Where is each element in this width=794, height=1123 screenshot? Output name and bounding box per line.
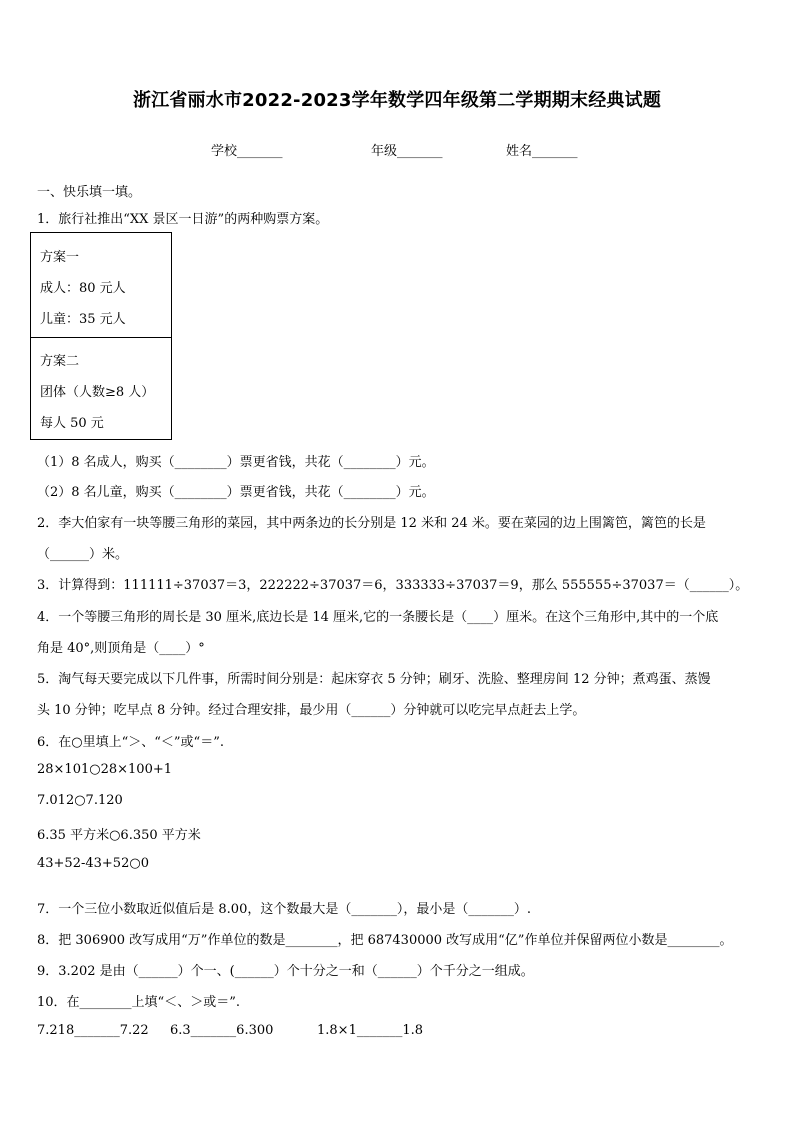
question-10-item-2: 6.3_______6.300 <box>170 1023 274 1038</box>
question-1-sub2: （2）8 名儿童，购买（________）票更省钱，共花（________）元。 <box>37 485 435 500</box>
page-title: 浙江省丽水市2022-2023学年数学四年级第二学期期末经典试题 <box>132 90 662 111</box>
question-2-line1: 2．李大伯家有一块等腰三角形的菜园，其中两条边的长分别是 12 米和 24 米。要在菜园的边上围篱笆，篱笆的长是 <box>37 516 706 531</box>
question-8: 8．把 306900 改写成用“万”作单位的数是________，把 687430000 改写成用“亿”作单位并保留两位小数是________。 <box>37 933 733 948</box>
question-2-line2: （______）米。 <box>37 547 129 562</box>
name-field[interactable]: 姓名_______ <box>506 144 578 159</box>
question-7: 7．一个三位小数取近似值后是 8.00，这个数最大是（_______），最小是（_______）. <box>37 902 531 917</box>
question-6-item-2: 7.012○7.120 <box>37 793 123 808</box>
question-10-stem: 10．在________上填“＜、＞或＝”. <box>37 995 240 1010</box>
question-6-stem: 6．在○里填上“＞、“＜”或“＝”. <box>37 735 224 750</box>
question-4-line2: 角是 40°,则顶角是（____）° <box>37 641 205 656</box>
question-6-item-1: 28×101○28×100+1 <box>37 762 173 777</box>
plan2-title: 方案二 <box>40 354 80 369</box>
question-10-item-1: 7.218_______7.22 <box>37 1023 149 1038</box>
question-6-item-3: 6.35 平方米○6.350 平方米 <box>37 828 201 843</box>
question-6-item-4: 43+52-43+52○0 <box>37 856 149 871</box>
plan2-price: 每人 50 元 <box>40 416 104 431</box>
question-3: 3．计算得到：111111÷37037＝3，222222÷37037＝6，333333÷37037＝9，那么 555555÷37037＝（______）。 <box>37 578 749 593</box>
question-4-line1: 4．一个等腰三角形的周长是 30 厘米,底边长是 14 厘米,它的一条腰长是（____）厘米。在这个三角形中,其中的一个底 <box>37 610 719 625</box>
plan2-group: 团体（人数≥8 人） <box>40 385 155 400</box>
school-field[interactable]: 学校_______ <box>211 144 283 159</box>
question-1-stem: 1．旅行社推出“XX 景区一日游”的两种购票方案。 <box>37 212 329 227</box>
plan1-title: 方案一 <box>40 250 80 265</box>
plan1-child: 儿童：35 元人 <box>40 312 126 327</box>
section-heading: 一、快乐填一填。 <box>37 185 142 200</box>
question-9: 9．3.202 是由（______）个一、(______）个十分之一和（______）个千分之一组成。 <box>37 964 534 979</box>
plan-divider <box>31 337 171 338</box>
question-5-line2: 头 10 分钟；吃早点 8 分钟。经过合理安排，最少用（______）分钟就可以吃完早点赶去上学。 <box>37 703 586 718</box>
question-1-sub1: （1）8 名成人，购买（________）票更省钱，共花（________）元。 <box>37 455 435 470</box>
grade-field[interactable]: 年级_______ <box>371 144 443 159</box>
plan1-adult: 成人：80 元人 <box>40 281 126 296</box>
question-5-line1: 5．淘气每天要完成以下几件事，所需时间分别是：起床穿衣 5 分钟；刷牙、洗脸、整理房间 12 分钟；煮鸡蛋、蒸馒 <box>37 672 711 687</box>
question-10-item-3: 1.8×1_______1.8 <box>317 1023 424 1038</box>
ticket-plan-table <box>30 232 172 440</box>
